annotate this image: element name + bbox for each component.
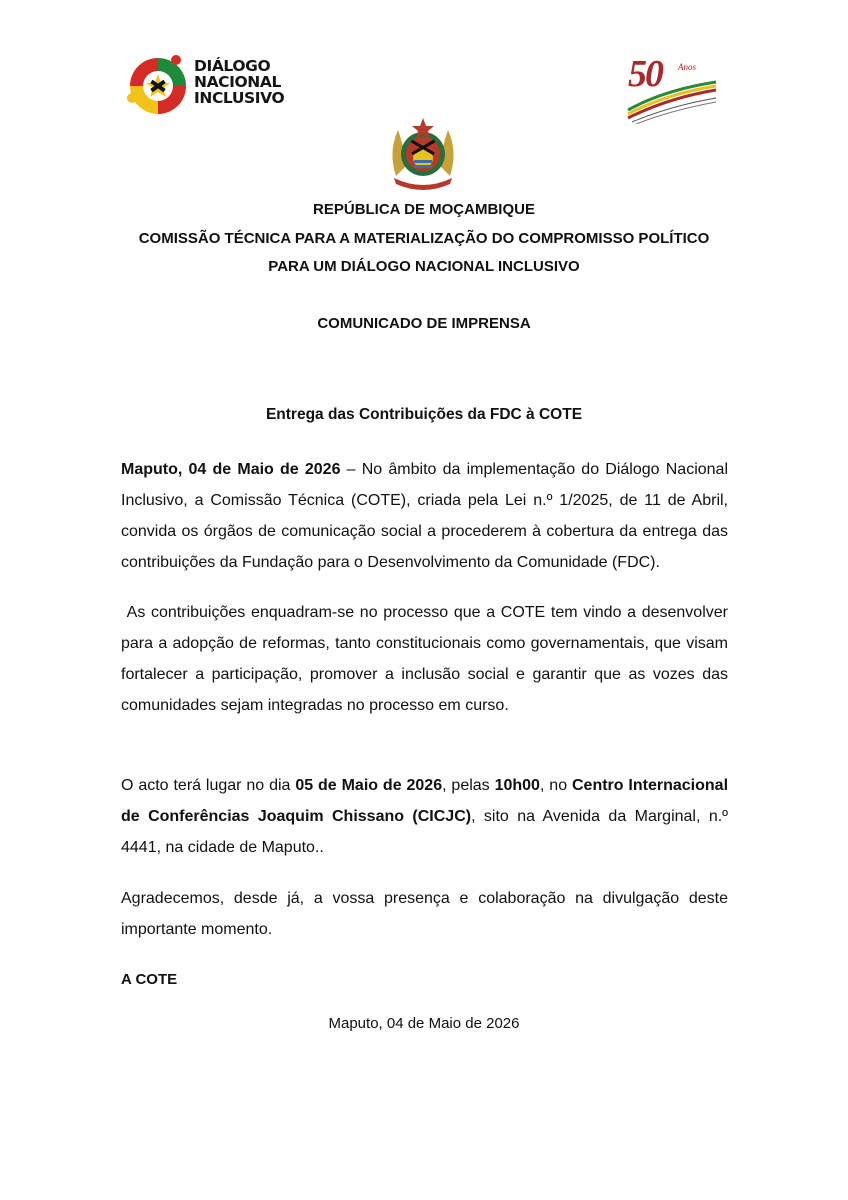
paragraph-intro-lead: Maputo, 04 de Maio de 2026 [121,461,341,478]
heading-commission: COMISSÃO TÉCNICA PARA A MATERIALIZAÇÃO DO COMPROMISSO POLÍTICO [138,230,710,247]
event-text-a: O acto terá lugar no dia [121,777,296,794]
fifty-years-anos: Anos [678,62,696,72]
fifty-years-logo [624,50,720,126]
event-venue: Centro Internacional de Conferências Joaquim Chissano (CICJC) [121,777,729,825]
paragraph-event-details [121,770,728,863]
footer-date: Maputo, 04 de Maio de 2026 [328,1015,520,1032]
event-text-b: , pelas [442,777,495,794]
heading-republic: REPÚBLICA DE MOÇAMBIQUE [313,201,535,218]
mozambique-coat-of-arms-icon [384,116,462,190]
event-text-c: , no [539,777,572,794]
event-date: 05 de Maio de 2026 [295,777,443,794]
fifty-years-number: 50 [628,53,662,95]
paragraph-thanks: Agradecemos, desde já, a vossa presença e colaboração na divulgação deste importante momento. [121,890,728,938]
dialogo-nacional-logo-text: DIÁLOGO NACIONAL INCLUSIVO [194,57,285,107]
signature: A COTE [121,971,178,988]
heading-press-release: COMUNICADO DE IMPRENSA [317,315,531,332]
heading-commission-subtitle: PARA UM DIÁLOGO NACIONAL INCLUSIVO [268,258,580,275]
document-title: Entrega das Contribuições da FDC à COTE [265,406,583,423]
fifty-years-flag-icon [624,80,720,124]
paragraph-contributions: As contribuições enquadram-se no processo que a COTE tem vindo a desenvolver para a adopção de reformas, tanto constitucionais como governamentais, que visam fortalecer a participação, promover a inclusão social e garantir que as vozes das comunidades sejam integradas no processo em curso. [121,604,733,714]
dialogo-nacional-logo [122,44,285,124]
paragraph-intro-body: – No âmbito da implementação do Diálogo Nacional Inclusivo, a Comissão Técnica (COTE), criada pela Lei n.º 1/2025, de 11 de Abril, convida os órgãos de comunicação social a procederem à cobertura da entrega das contribuições da Fundação para o Desenvolvimento da Comunidade (FDC). [121,461,728,571]
dialogo-nacional-mark-icon [122,50,192,120]
paragraph-intro [121,454,728,578]
event-text-d: , sito na Avenida da Marginal, n.º 4441, na cidade de Maputo.. [121,808,728,856]
event-time: 10h00 [494,777,540,794]
